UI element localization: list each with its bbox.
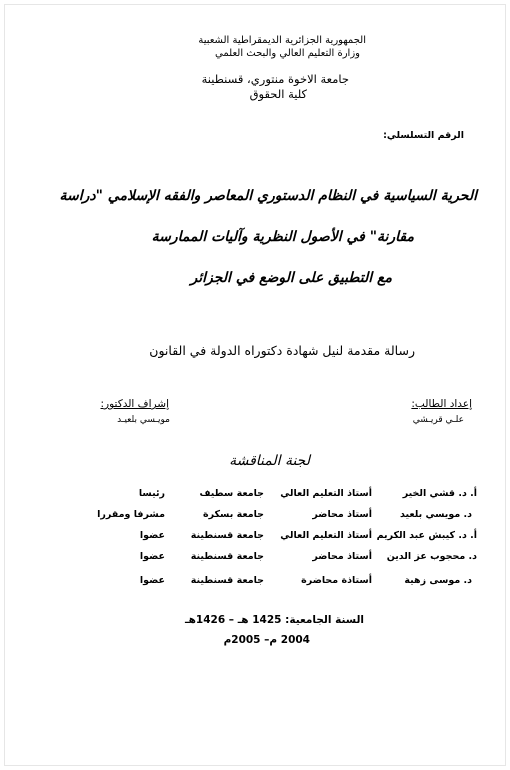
republic-name: الجمهورية الجزائرية الديمقراطية الشعبية	[198, 35, 366, 46]
member-rank: أستاذ محاضر	[312, 551, 372, 562]
member-name: أ. د. قشي الخير	[402, 488, 477, 499]
member-role: عضوا	[139, 575, 165, 586]
member-university: جامعة بسكرة	[202, 509, 264, 520]
page-border	[4, 4, 506, 766]
member-university: جامعة قسنطينة	[190, 530, 264, 541]
student-name: علـي قريـشي	[412, 415, 464, 425]
member-university: جامعة سطيف	[199, 488, 264, 499]
member-name: أ. د. كيبش عبد الكريم	[376, 530, 477, 541]
university-name: جامعة الاخوة منتوري، قسنطينة	[201, 72, 349, 86]
member-rank: أستاذة محاضرة	[301, 575, 372, 586]
degree-subtitle: رسالة مقدمة لنيل شهادة دكتوراه الدولة في القانون	[149, 343, 415, 358]
member-university: جامعة قسنطينة	[190, 551, 264, 562]
thesis-title-line-3: مع التطبيق على الوضع في الجزائر	[190, 270, 392, 286]
thesis-title-line-1: الحرية السياسية في النظام الدستوري المعاصر والفقه الإسلامي "دراسة	[59, 188, 477, 204]
member-role: مشرفا ومقررا	[97, 509, 165, 520]
member-rank: أستاذ التعليم العالي	[280, 530, 372, 541]
committee-title: لجنة المناقشة	[229, 453, 310, 469]
thesis-title-line-2: مقارنة" في الأصول النظرية وآليات الممارسة	[151, 229, 414, 245]
member-role: عضوا	[139, 551, 165, 562]
member-role: عضوا	[139, 530, 165, 541]
supervisor-label: إشراف الدكتور:	[100, 398, 169, 410]
student-label: إعداد الطالب:	[411, 398, 472, 410]
member-name: د. موسى زهية	[404, 575, 472, 586]
supervisor-name: مويـسي بلعيـد	[117, 415, 170, 425]
faculty-name: كلية الحقوق	[249, 87, 307, 101]
academic-year-gregorian: 2004 م– 2005م	[223, 634, 310, 646]
member-rank: أستاذ محاضر	[312, 509, 372, 520]
ministry-name: وزارة التعليم العالي والبحث العلمي	[215, 48, 360, 59]
academic-year-hijri: السنة الجامعية: 1425 هـ – 1426هـ	[185, 614, 364, 626]
member-name: د. مويسي بلعيد	[400, 509, 472, 520]
member-university: جامعة قسنطينة	[190, 575, 264, 586]
member-rank: أستاذ التعليم العالي	[280, 488, 372, 499]
member-name: د. محجوب عز الدين	[386, 551, 477, 562]
serial-number-label: الرقم التسلسلي:	[383, 130, 464, 141]
member-role: رئيسا	[138, 488, 165, 499]
